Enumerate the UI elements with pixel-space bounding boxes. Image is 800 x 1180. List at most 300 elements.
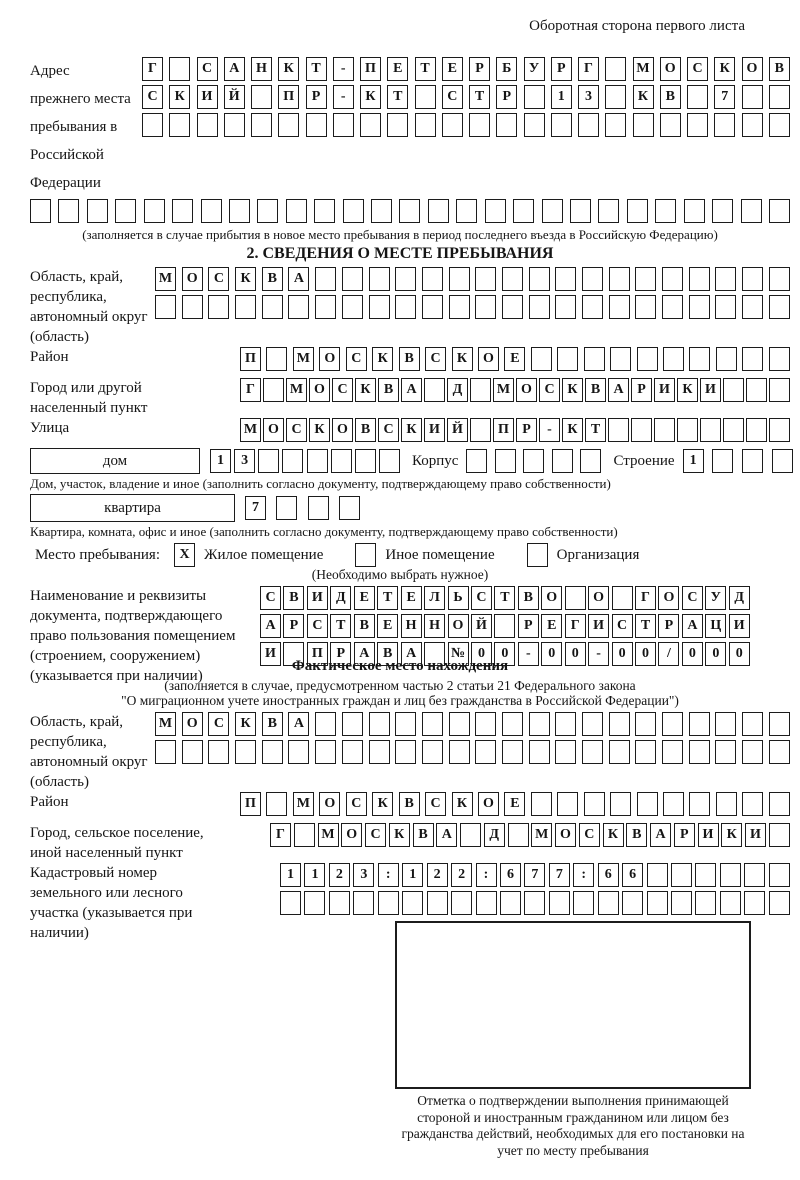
district2-label: Район bbox=[30, 794, 69, 810]
char-cell bbox=[671, 863, 692, 887]
char-cell bbox=[449, 712, 470, 736]
char-cell bbox=[422, 267, 443, 291]
char-grid-row bbox=[280, 863, 790, 887]
residential-checkbox: X bbox=[174, 543, 195, 567]
char-grid-row bbox=[260, 586, 750, 610]
char-cell bbox=[714, 113, 735, 137]
char-cell bbox=[470, 378, 491, 402]
char-cell bbox=[584, 792, 605, 816]
char-cell bbox=[427, 891, 448, 915]
char-cell: 0 bbox=[729, 642, 750, 666]
char-cell bbox=[741, 199, 762, 223]
char-cell: О bbox=[309, 378, 330, 402]
char-cell bbox=[315, 267, 336, 291]
char-cell: С bbox=[378, 418, 399, 442]
char-cell: К bbox=[309, 418, 330, 442]
region-label: Область, край, республика, автономный округ (область) bbox=[30, 269, 148, 345]
char-cell bbox=[555, 267, 576, 291]
city-field bbox=[30, 378, 790, 418]
char-cell bbox=[605, 85, 626, 109]
char-cell: О bbox=[742, 57, 763, 81]
char-cell: 2 bbox=[451, 863, 472, 887]
char-cell: В bbox=[626, 823, 647, 847]
fact-location-note-2: "О миграционном учете иностранных граждан и лиц без гражданства в Российской Федерации") bbox=[121, 693, 679, 708]
char-cell bbox=[742, 267, 763, 291]
char-cell bbox=[456, 199, 477, 223]
char-grid-row bbox=[260, 614, 750, 638]
house-row bbox=[30, 448, 800, 474]
char-cell bbox=[582, 295, 603, 319]
char-cell: Г bbox=[635, 586, 656, 610]
char-cell bbox=[684, 199, 705, 223]
char-cell bbox=[635, 267, 656, 291]
char-cell: Р bbox=[469, 57, 490, 81]
char-cell: С bbox=[612, 614, 633, 638]
char-cell: К bbox=[714, 57, 735, 81]
char-cell bbox=[475, 712, 496, 736]
char-cell bbox=[315, 712, 336, 736]
char-cell bbox=[635, 740, 656, 764]
char-cell bbox=[662, 295, 683, 319]
char-cell bbox=[428, 199, 449, 223]
char-cell bbox=[475, 295, 496, 319]
char-cell bbox=[494, 614, 515, 638]
char-cell bbox=[169, 57, 190, 81]
prev-address-grid bbox=[142, 57, 790, 197]
char-cell bbox=[278, 113, 299, 137]
char-cell: С bbox=[442, 85, 463, 109]
char-cell: П bbox=[307, 642, 328, 666]
city2-field bbox=[30, 823, 790, 863]
char-cell: К bbox=[721, 823, 742, 847]
cadastral-grid bbox=[280, 863, 790, 943]
char-grid-row bbox=[280, 891, 790, 915]
char-cell: А bbox=[682, 614, 703, 638]
district2-field bbox=[30, 792, 790, 820]
char-cell bbox=[469, 113, 490, 137]
char-cell bbox=[402, 891, 423, 915]
char-cell: С bbox=[197, 57, 218, 81]
char-cell bbox=[689, 712, 710, 736]
char-cell bbox=[555, 740, 576, 764]
char-cell: - bbox=[333, 57, 354, 81]
char-cell bbox=[573, 891, 594, 915]
char-cell bbox=[144, 199, 165, 223]
document-label: Наименование и реквизиты документа, подтверждающего право пользования помещением (строением, сооружением) (указывается при наличии) bbox=[30, 588, 236, 684]
char-cell bbox=[687, 113, 708, 137]
char-cell: Г bbox=[565, 614, 586, 638]
char-cell: К bbox=[401, 418, 422, 442]
char-cell bbox=[235, 295, 256, 319]
char-cell bbox=[395, 712, 416, 736]
char-cell: В bbox=[769, 57, 790, 81]
char-cell: П bbox=[240, 792, 261, 816]
char-cell: Т bbox=[635, 614, 656, 638]
char-cell: Т bbox=[585, 418, 606, 442]
char-cell: О bbox=[660, 57, 681, 81]
char-cell: К bbox=[603, 823, 624, 847]
region-field bbox=[30, 267, 790, 347]
char-cell: И bbox=[260, 642, 281, 666]
char-cell bbox=[360, 113, 381, 137]
district-field bbox=[30, 347, 790, 375]
char-cell bbox=[182, 740, 203, 764]
char-cell: В bbox=[413, 823, 434, 847]
char-cell: - bbox=[518, 642, 539, 666]
char-cell bbox=[286, 199, 307, 223]
char-cell: Е bbox=[541, 614, 562, 638]
char-cell bbox=[276, 496, 297, 520]
char-cell bbox=[557, 792, 578, 816]
prev-address-label: Адрес прежнего места пребывания в Российской Федерации bbox=[30, 63, 131, 191]
char-cell: К bbox=[452, 347, 473, 371]
char-cell bbox=[769, 113, 790, 137]
char-cell bbox=[635, 712, 656, 736]
char-cell bbox=[609, 740, 630, 764]
char-cell: Р bbox=[516, 418, 537, 442]
house-type-label: дом bbox=[102, 452, 128, 469]
char-cell: 1 bbox=[304, 863, 325, 887]
char-cell: И bbox=[700, 378, 721, 402]
char-cell bbox=[524, 85, 545, 109]
char-cell: Т bbox=[377, 586, 398, 610]
char-cell: 7 bbox=[524, 863, 545, 887]
char-cell: С bbox=[142, 85, 163, 109]
apartment-cells bbox=[245, 496, 360, 520]
char-cell: С bbox=[539, 378, 560, 402]
char-cell: Й bbox=[447, 418, 468, 442]
char-cell: С bbox=[260, 586, 281, 610]
char-cell: И bbox=[654, 378, 675, 402]
char-cell bbox=[172, 199, 193, 223]
char-cell bbox=[677, 418, 698, 442]
char-cell bbox=[201, 199, 222, 223]
char-cell: И bbox=[698, 823, 719, 847]
page-side-note: Оборотная сторона первого листа bbox=[529, 18, 745, 34]
char-cell bbox=[442, 113, 463, 137]
structure-label: Строение bbox=[613, 452, 675, 469]
char-cell: А bbox=[608, 378, 629, 402]
char-cell bbox=[549, 891, 570, 915]
district-label: Район bbox=[30, 349, 69, 365]
char-cell bbox=[746, 418, 767, 442]
char-cell: У bbox=[705, 586, 726, 610]
char-cell: С bbox=[208, 267, 229, 291]
char-cell bbox=[235, 740, 256, 764]
char-cell: 6 bbox=[500, 863, 521, 887]
char-cell bbox=[723, 378, 744, 402]
char-cell bbox=[529, 740, 550, 764]
char-cell: О bbox=[658, 586, 679, 610]
char-cell: А bbox=[354, 642, 375, 666]
char-cell bbox=[115, 199, 136, 223]
char-cell: 0 bbox=[682, 642, 703, 666]
char-cell bbox=[769, 863, 790, 887]
char-cell bbox=[769, 85, 790, 109]
char-cell: О bbox=[263, 418, 284, 442]
char-cell bbox=[342, 740, 363, 764]
char-cell bbox=[502, 295, 523, 319]
char-cell bbox=[716, 347, 737, 371]
stamp-box bbox=[395, 921, 751, 1089]
char-cell bbox=[197, 113, 218, 137]
char-cell bbox=[476, 891, 497, 915]
char-cell bbox=[637, 792, 658, 816]
apartment-type-box bbox=[30, 494, 235, 522]
char-cell: Г bbox=[240, 378, 261, 402]
cadastral-label: Кадастровый номер земельного или лесного участка (указывается при наличии) bbox=[30, 865, 193, 941]
char-cell bbox=[633, 113, 654, 137]
char-cell: К bbox=[169, 85, 190, 109]
char-cell bbox=[304, 891, 325, 915]
char-cell bbox=[208, 295, 229, 319]
char-cell bbox=[257, 199, 278, 223]
char-cell: - bbox=[588, 642, 609, 666]
char-cell bbox=[582, 740, 603, 764]
char-cell: В bbox=[399, 347, 420, 371]
char-cell: О bbox=[555, 823, 576, 847]
char-cell: М bbox=[155, 267, 176, 291]
fact-location-note-1: (заполняется в случае, предусмотренном частью 2 статьи 21 Федерального закона bbox=[164, 678, 636, 693]
char-cell bbox=[371, 199, 392, 223]
char-cell: М bbox=[293, 347, 314, 371]
char-cell bbox=[387, 113, 408, 137]
char-cell: Д bbox=[330, 586, 351, 610]
char-cell: 1 bbox=[551, 85, 572, 109]
char-cell: В bbox=[354, 614, 375, 638]
char-cell: С bbox=[307, 614, 328, 638]
char-cell: И bbox=[307, 586, 328, 610]
char-cell bbox=[399, 199, 420, 223]
char-cell bbox=[622, 891, 643, 915]
other-premises-label: Иное помещение bbox=[385, 546, 495, 563]
char-grid-row bbox=[142, 57, 790, 81]
apartment-type-label: квартира bbox=[104, 499, 161, 516]
char-cell bbox=[769, 792, 790, 816]
char-cell: / bbox=[658, 642, 679, 666]
char-cell bbox=[723, 418, 744, 442]
char-cell bbox=[331, 449, 352, 473]
char-cell: О bbox=[319, 347, 340, 371]
char-cell: В bbox=[262, 712, 283, 736]
char-cell bbox=[557, 347, 578, 371]
char-cell bbox=[769, 267, 790, 291]
char-cell bbox=[395, 740, 416, 764]
char-cell bbox=[742, 113, 763, 137]
char-cell bbox=[155, 740, 176, 764]
char-cell bbox=[647, 863, 668, 887]
stay-row bbox=[35, 543, 800, 567]
char-cell bbox=[353, 891, 374, 915]
char-cell bbox=[208, 740, 229, 764]
char-cell bbox=[262, 295, 283, 319]
char-grid-row bbox=[142, 113, 790, 137]
char-cell bbox=[182, 295, 203, 319]
char-cell bbox=[610, 792, 631, 816]
char-cell bbox=[610, 347, 631, 371]
char-cell: А bbox=[288, 267, 309, 291]
char-cell: № bbox=[448, 642, 469, 666]
char-grid-row bbox=[240, 378, 790, 402]
char-cell: С bbox=[579, 823, 600, 847]
char-cell: 1 bbox=[280, 863, 301, 887]
char-cell: В bbox=[378, 378, 399, 402]
char-cell: 0 bbox=[612, 642, 633, 666]
char-cell bbox=[742, 85, 763, 109]
char-cell: 2 bbox=[427, 863, 448, 887]
char-cell bbox=[229, 199, 250, 223]
char-cell bbox=[695, 891, 716, 915]
char-cell bbox=[280, 891, 301, 915]
char-cell bbox=[689, 792, 710, 816]
char-cell bbox=[529, 712, 550, 736]
char-cell: Б bbox=[496, 57, 517, 81]
char-cell bbox=[294, 823, 315, 847]
char-grid-row bbox=[155, 267, 790, 291]
char-cell bbox=[742, 449, 763, 473]
char-cell bbox=[485, 199, 506, 223]
char-cell: 7 bbox=[714, 85, 735, 109]
char-cell: 0 bbox=[471, 642, 492, 666]
char-cell: П bbox=[493, 418, 514, 442]
char-cell: 3 bbox=[353, 863, 374, 887]
organization-label: Организация bbox=[556, 546, 640, 563]
char-cell: Е bbox=[504, 792, 525, 816]
char-cell bbox=[466, 449, 487, 473]
char-cell bbox=[720, 891, 741, 915]
city2-grid bbox=[270, 823, 790, 863]
char-cell bbox=[647, 891, 668, 915]
char-cell: В bbox=[377, 642, 398, 666]
char-cell: П bbox=[360, 57, 381, 81]
char-cell: Т bbox=[494, 586, 515, 610]
char-cell: Е bbox=[401, 586, 422, 610]
char-cell bbox=[769, 418, 790, 442]
char-cell bbox=[369, 712, 390, 736]
char-cell bbox=[769, 712, 790, 736]
char-cell bbox=[584, 347, 605, 371]
char-cell bbox=[715, 267, 736, 291]
char-cell bbox=[598, 199, 619, 223]
char-cell: Р bbox=[330, 642, 351, 666]
char-cell: : bbox=[378, 863, 399, 887]
char-cell bbox=[570, 199, 591, 223]
char-cell bbox=[500, 891, 521, 915]
char-grid-row bbox=[240, 347, 790, 371]
char-cell: М bbox=[493, 378, 514, 402]
char-cell bbox=[662, 712, 683, 736]
char-cell bbox=[746, 378, 767, 402]
char-grid-row bbox=[240, 418, 790, 442]
char-cell bbox=[555, 712, 576, 736]
char-grid-row bbox=[142, 85, 790, 109]
char-cell bbox=[379, 449, 400, 473]
fact-location-title: Фактическое место нахождения bbox=[291, 658, 509, 674]
char-cell bbox=[251, 113, 272, 137]
stay-note: (Необходимо выбрать нужное) bbox=[311, 567, 489, 582]
char-cell bbox=[772, 449, 793, 473]
stamp-caption: Отметка о подтверждении выполнения принимающей стороной и иностранным гражданином или лицом без гражданства действий, необходимых для его постановки на учет по месту пребывания bbox=[401, 1093, 745, 1158]
char-cell: И bbox=[588, 614, 609, 638]
prev-address-block bbox=[30, 57, 790, 197]
region-grid bbox=[155, 267, 790, 347]
char-cell: М bbox=[318, 823, 339, 847]
char-cell: М bbox=[286, 378, 307, 402]
char-cell: В bbox=[585, 378, 606, 402]
char-cell: Е bbox=[387, 57, 408, 81]
char-grid-row bbox=[240, 792, 790, 816]
char-cell: 7 bbox=[245, 496, 266, 520]
char-cell bbox=[769, 295, 790, 319]
char-cell bbox=[689, 740, 710, 764]
char-cell: К bbox=[278, 57, 299, 81]
char-cell bbox=[449, 740, 470, 764]
char-cell bbox=[422, 295, 443, 319]
char-cell: О bbox=[478, 792, 499, 816]
char-cell bbox=[609, 712, 630, 736]
char-cell: С bbox=[687, 57, 708, 81]
city-grid bbox=[240, 378, 790, 418]
char-cell bbox=[378, 891, 399, 915]
char-cell bbox=[654, 418, 675, 442]
char-cell: 0 bbox=[541, 642, 562, 666]
char-cell: Т bbox=[330, 614, 351, 638]
char-cell bbox=[422, 712, 443, 736]
char-cell: 0 bbox=[635, 642, 656, 666]
char-cell: К bbox=[372, 792, 393, 816]
char-cell bbox=[605, 113, 626, 137]
char-cell bbox=[742, 295, 763, 319]
char-cell bbox=[689, 267, 710, 291]
house-number-cells bbox=[210, 449, 400, 473]
char-cell: С bbox=[332, 378, 353, 402]
char-cell bbox=[369, 740, 390, 764]
char-cell bbox=[744, 891, 765, 915]
char-cell bbox=[87, 199, 108, 223]
char-cell bbox=[449, 267, 470, 291]
char-cell bbox=[609, 295, 630, 319]
char-cell bbox=[598, 891, 619, 915]
char-cell: В bbox=[660, 85, 681, 109]
char-cell: В bbox=[399, 792, 420, 816]
char-cell bbox=[415, 113, 436, 137]
char-cell: Т bbox=[469, 85, 490, 109]
char-cell bbox=[306, 113, 327, 137]
char-cell: 1 bbox=[402, 863, 423, 887]
char-cell bbox=[333, 113, 354, 137]
char-cell bbox=[715, 712, 736, 736]
char-cell bbox=[529, 267, 550, 291]
char-cell bbox=[263, 378, 284, 402]
char-cell bbox=[609, 267, 630, 291]
char-cell: С bbox=[208, 712, 229, 736]
char-cell: К bbox=[633, 85, 654, 109]
char-cell: Д bbox=[484, 823, 505, 847]
char-cell bbox=[342, 712, 363, 736]
char-cell: В bbox=[355, 418, 376, 442]
char-cell: Р bbox=[496, 85, 517, 109]
char-cell: Л bbox=[424, 586, 445, 610]
char-cell bbox=[451, 891, 472, 915]
char-cell bbox=[460, 823, 481, 847]
char-cell: К bbox=[452, 792, 473, 816]
char-cell bbox=[329, 891, 350, 915]
structure-cells bbox=[683, 449, 793, 473]
char-cell: М bbox=[293, 792, 314, 816]
char-cell bbox=[687, 85, 708, 109]
char-cell: Д bbox=[729, 586, 750, 610]
char-cell bbox=[627, 199, 648, 223]
